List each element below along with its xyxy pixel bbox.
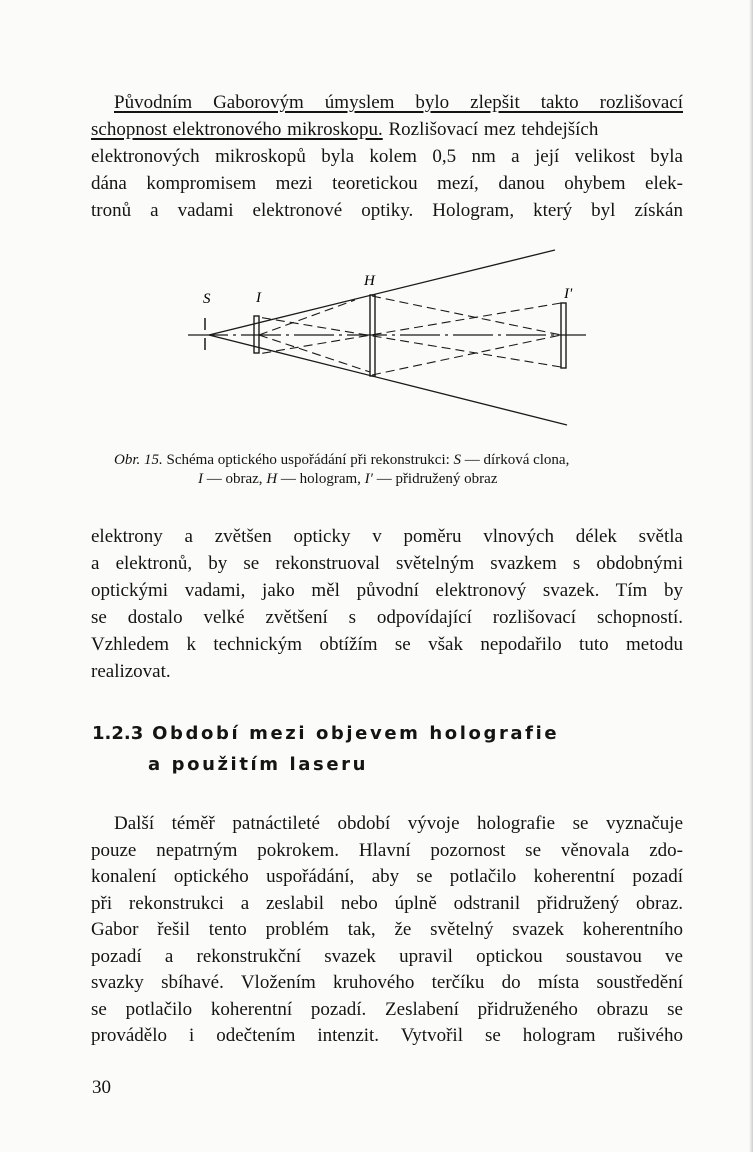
optical-schema-figure <box>0 0 753 450</box>
text-line: optickými vadami, jako měl původní elektronový svazek. Tím by <box>91 580 683 601</box>
caption-symbol: I′ <box>364 471 373 487</box>
caption-text: — dírková clona, <box>461 452 570 468</box>
caption-text: — hologram, <box>277 471 365 487</box>
section-number: 1.2.3 <box>92 723 144 744</box>
ray <box>259 300 355 335</box>
section-title: Období mezi objevem holografie <box>152 723 560 744</box>
figure-caption-line-1 <box>114 451 569 470</box>
section-heading-line-2: a použitím laseru <box>148 754 369 775</box>
text-line: tronů a vadami elektronové optiky. Hologram, který byl získán <box>91 200 683 221</box>
label-i-prime: I' <box>564 286 573 302</box>
text-line: Vzhledem k technickým obtížím se však nepodařilo tuto metodu <box>91 634 683 655</box>
text-line: elektronových mikroskopů byla kolem 0,5 nm a její velikost byla <box>91 146 683 167</box>
ray <box>259 335 370 372</box>
caption-text: Schéma optického uspořádání při rekonstrukci: <box>162 452 454 468</box>
ray <box>372 296 561 335</box>
page-number: 30 <box>92 1077 111 1098</box>
beam-edge-bottom <box>209 335 567 425</box>
text-line: pozadí a rekonstrukční svazek upravil optickou soustavou ve <box>91 945 683 967</box>
text-line: pouze nepatrným pokrokem. Hlavní pozornost se věnovala zdo- <box>91 839 683 861</box>
text-line: konalení optického uspořádání, aby se potlačilo koherentní pozadí <box>91 866 683 887</box>
caption-text: — obraz, <box>203 471 267 487</box>
text-span: Rozlišovací mez tehdejších <box>382 119 599 140</box>
caption-symbol: S <box>453 452 462 468</box>
text-line: při rekonstrukci a zeslabil nebo úplně odstranil přidružený obraz. <box>91 892 683 914</box>
underlined-text: schopnost elektronového mikroskopu. <box>91 119 383 140</box>
text-line: Další téměř patnáctileté období vývoje holografie se vyznačuje <box>114 813 683 834</box>
ray <box>258 303 561 354</box>
text-line: provádělo i odečtením intenzit. Vytvořil se hologram rušivého <box>91 1025 683 1046</box>
text-line: Gabor řešil tento problém tak, že světelný svazek koherentního <box>91 919 683 940</box>
text-line: se potlačilo koherentní pozadí. Zeslabení přidruženého obrazu se <box>91 998 683 1020</box>
underlined-text: Původním Gaborovým úmyslem bylo zlepšit takto rozlišovací <box>114 92 683 113</box>
text-line: elektrony a zvětšen opticky v poměru vlnových délek světla <box>91 526 683 547</box>
text-line: a elektronů, by se rekonstruoval světelným svazkem s obdobnými <box>91 553 683 574</box>
text-line: realizovat. <box>91 661 171 682</box>
figure-number: Obr. 15. <box>114 452 163 468</box>
caption-text: — přidružený obraz <box>372 471 498 487</box>
label-s: S <box>203 291 211 307</box>
text-line: se dostalo velké zvětšení s odpovídající rozlišovací schopností. <box>91 607 683 628</box>
ray <box>258 317 561 367</box>
label-h: H <box>364 273 375 289</box>
text-line: svazky sbíhavé. Vložením kruhového terčíku do místa soustředění <box>91 972 683 993</box>
text-line: dána kompromisem mezi teoretickou mezí, danou ohybem elek- <box>91 173 683 194</box>
label-i: I <box>256 290 261 306</box>
section-heading-line-1 <box>92 723 559 744</box>
figure-caption-line-2 <box>198 470 497 489</box>
caption-symbol: I <box>198 471 203 487</box>
caption-symbol: H <box>266 471 278 487</box>
